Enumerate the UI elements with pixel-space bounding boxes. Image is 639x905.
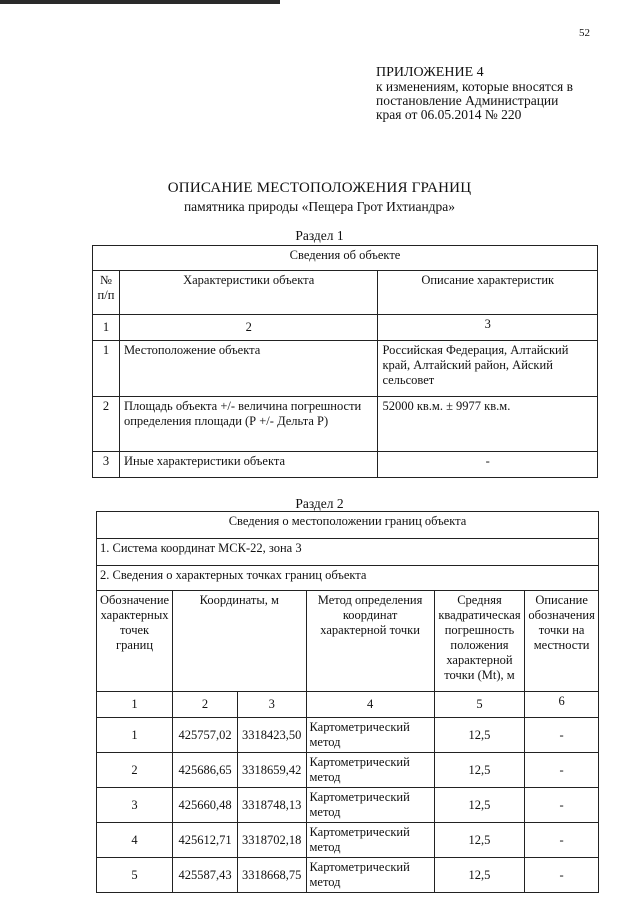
index-cell: 1: [93, 315, 120, 341]
table-header: Сведения о местоположении границ объекта: [97, 512, 599, 539]
index-cell: 2: [119, 315, 377, 341]
annex-block: [376, 66, 573, 122]
row-characteristic: Иные характеристики объекта: [119, 452, 377, 478]
coord-system: 1. Система координат МСК-22, зона 3: [97, 539, 599, 566]
annex-line: к изменениям, которые вносятся в: [376, 79, 574, 94]
index-cell: 3: [378, 315, 598, 341]
coord-y: 3318702,18: [237, 823, 306, 858]
point-id: 3: [97, 788, 173, 823]
table-row: [97, 788, 599, 823]
object-info-table: [92, 245, 598, 478]
section1-label: Раздел 1: [295, 228, 344, 243]
coord-x: 425686,65: [173, 753, 238, 788]
coord-y: 3318748,13: [237, 788, 306, 823]
mt-value: 12,5: [434, 753, 525, 788]
point-id: 1: [97, 718, 173, 753]
index-cell: 2: [173, 692, 238, 718]
row-description: 52000 кв.м. ± 9977 кв.м.: [378, 397, 598, 452]
coord-y: 3318659,42: [237, 753, 306, 788]
table-header: Сведения об объекте: [93, 246, 598, 271]
col-header-method: Метод определения координат характерной точки: [306, 591, 434, 692]
index-cell: 1: [97, 692, 173, 718]
mt-value: 12,5: [434, 718, 525, 753]
row-number: 3: [93, 452, 120, 478]
table-row: [93, 341, 598, 397]
annex-line: постановление Администрации: [376, 93, 559, 108]
method: Картометрический метод: [306, 753, 434, 788]
page-number: 52: [579, 27, 590, 39]
table-row: [97, 753, 599, 788]
table-row: [97, 858, 599, 893]
scan-edge: [0, 0, 280, 4]
mt-value: 12,5: [434, 788, 525, 823]
point-desc: -: [525, 823, 599, 858]
table-row: [97, 718, 599, 753]
method: Картометрический метод: [306, 788, 434, 823]
point-desc: -: [525, 718, 599, 753]
col-header-desc: Описание обозначения точки на местности: [525, 591, 599, 692]
row-characteristic: Местоположение объекта: [119, 341, 377, 397]
index-cell: 6: [525, 692, 599, 718]
coord-x: 425757,02: [173, 718, 238, 753]
row-characteristic: Площадь объекта +/- величина погрешности определения площади (Р +/- Дельта Р): [119, 397, 377, 452]
index-cell: 5: [434, 692, 525, 718]
coord-y: 3318668,75: [237, 858, 306, 893]
point-desc: -: [525, 858, 599, 893]
col-header-num: № п/п: [93, 271, 120, 315]
method: Картометрический метод: [306, 858, 434, 893]
coord-x: 425612,71: [173, 823, 238, 858]
point-desc: -: [525, 753, 599, 788]
mt-value: 12,5: [434, 858, 525, 893]
col-header-char: Характеристики объекта: [119, 271, 377, 315]
col-header-error: Средняя квадратическая погрешность положения характерной точки (Mt), м: [434, 591, 525, 692]
coord-x: 425587,43: [173, 858, 238, 893]
annex-line: края от 06.05.2014 № 220: [376, 107, 522, 122]
index-cell: 3: [237, 692, 306, 718]
table-row: [97, 823, 599, 858]
table-row: [93, 397, 598, 452]
row-number: 1: [93, 341, 120, 397]
table-row: [93, 452, 598, 478]
col-header-desc: Описание характеристик: [378, 271, 598, 315]
point-desc: -: [525, 788, 599, 823]
method: Картометрический метод: [306, 823, 434, 858]
coord-x: 425660,48: [173, 788, 238, 823]
section2-label: Раздел 2: [295, 496, 344, 511]
point-id: 4: [97, 823, 173, 858]
mt-value: 12,5: [434, 823, 525, 858]
document-subtitle: памятника природы «Пещера Грот Ихтиандра»: [183, 199, 456, 214]
method: Картометрический метод: [306, 718, 434, 753]
row-description: -: [378, 452, 598, 478]
document-title: ОПИСАНИЕ МЕСТОПОЛОЖЕНИЯ ГРАНИЦ: [167, 180, 472, 196]
boundary-points-table: [96, 511, 599, 893]
points-caption: 2. Сведения о характерных точках границ объекта: [97, 566, 599, 591]
col-header-coords: Координаты, м: [173, 591, 306, 692]
index-cell: 4: [306, 692, 434, 718]
col-header-point: Обозначение характерных точек границ: [97, 591, 173, 692]
row-description: Российская Федерация, Алтайский край, Алтайский район, Айский сельсовет: [378, 341, 598, 397]
point-id: 2: [97, 753, 173, 788]
coord-y: 3318423,50: [237, 718, 306, 753]
point-id: 5: [97, 858, 173, 893]
row-number: 2: [93, 397, 120, 452]
annex-title: ПРИЛОЖЕНИЕ 4: [376, 65, 484, 80]
